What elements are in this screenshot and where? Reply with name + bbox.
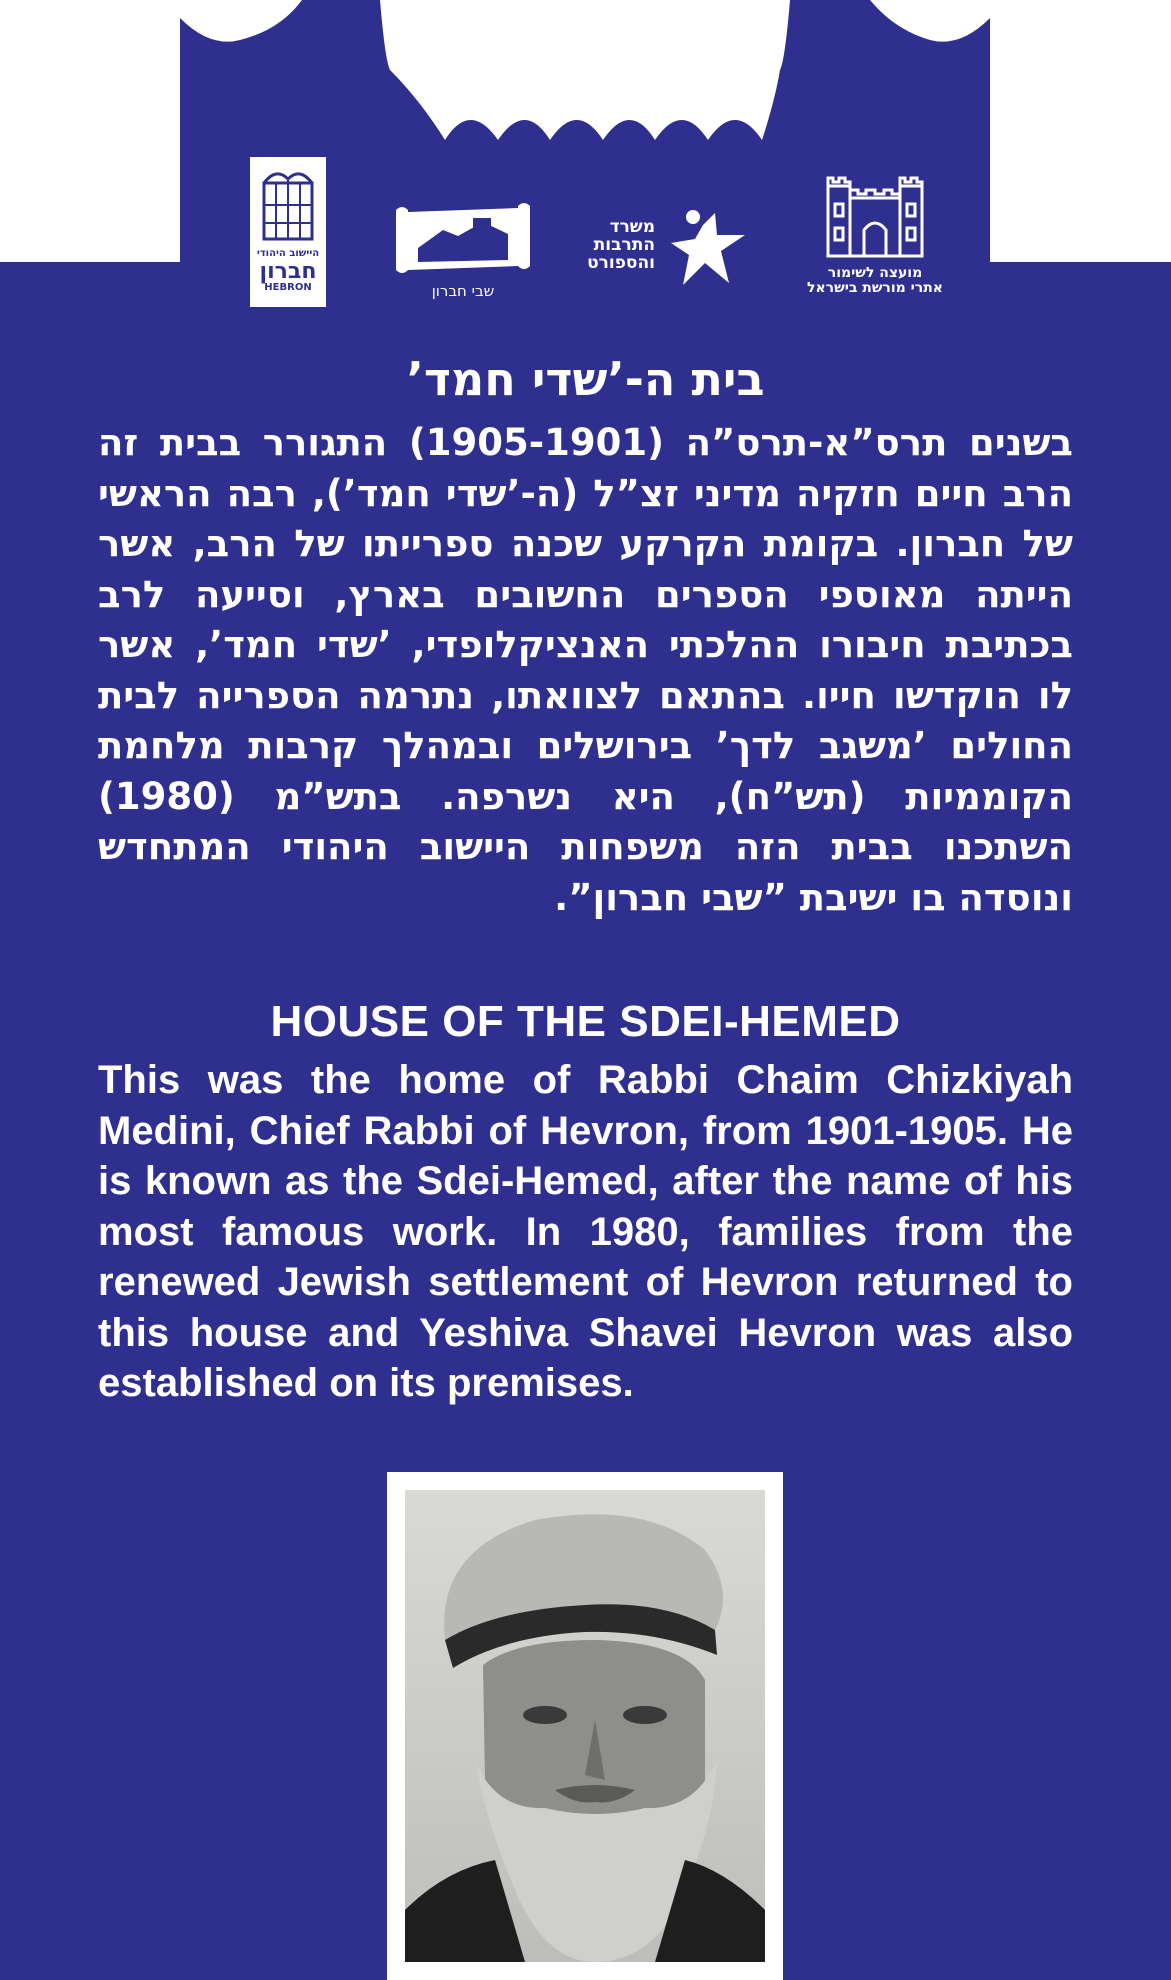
hebron-community-logo (250, 157, 326, 307)
heritage-label-line1: מועצה לשימור (827, 265, 923, 281)
ministry-logo (575, 205, 755, 300)
shavei-hevron-logo (388, 200, 538, 310)
hebron-logo-label-mid: חברון (259, 258, 317, 284)
hebron-logo-label-top: היישוב היהודי (256, 248, 320, 259)
portrait-frame (387, 1472, 783, 1980)
heritage-label-line2: אתרי מורשת בישראל (807, 279, 943, 296)
hebron-logo-label-bottom: HEBRON (264, 281, 312, 293)
ministry-label-line2: התרבות (593, 234, 655, 255)
ministry-star-logo-icon (663, 205, 753, 295)
rabbi-portrait-icon (405, 1490, 765, 1962)
heritage-council-logo (790, 162, 960, 312)
scroll-logo-icon (388, 200, 538, 280)
hebrew-title: בית ה-’שדי חמד’ (406, 352, 765, 406)
heritage-council-building-icon (820, 162, 930, 262)
english-body: This was the home of Rabbi Chaim Chizkiyah Medini, Chief Rabbi of Hevron, from 1901-1905. He is known as the Sdei-Hemed, after the name of his most famous work. In 1980, families from the renewed Jewish settlement of Hevron returned to this house and Yeshiva Shavei Hevron was also established on its premises. (98, 1058, 1073, 1405)
ministry-label-line3: והספורט (587, 252, 655, 273)
english-title: HOUSE OF THE SDEI-HEMED (270, 997, 901, 1046)
ministry-label-line1: משרד (609, 217, 655, 237)
portrait-photo (405, 1490, 765, 1962)
shavei-hevron-label: שבי חברון (431, 282, 495, 300)
hebrew-body: בשנים תרס”א-תרס”ה (1905-1901) התגורר בבית זה הרב חיים חזקיה מדיני זצ”ל (ה-’שדי חמד’), רבה הראשי של חברון. בקומת הקרקע שכנה ספרייתו של הרב, אשר הייתה מאוספי הספרים החשובים בארץ, וסייעה לרב בכתיבת חיבורו ההלכתי האנציקלופדי, ’שדי חמד’, אשר לו הוקדשו חייו. בהתאם לצוואתו, נתרמה הספרייה לבית החולים ’משגב לדך’ בירושלים ובמהלך קרבות מלחמת הקוממיות (תש”ח), היא נשרפה. בתש”מ (1980) השתכנו בבית הזה משפחות היישוב היהודי המתחדש ונוסדה בו ישיבת ”שבי חברון”. (98, 421, 1073, 919)
hebron-community-logo-icon (258, 165, 318, 245)
